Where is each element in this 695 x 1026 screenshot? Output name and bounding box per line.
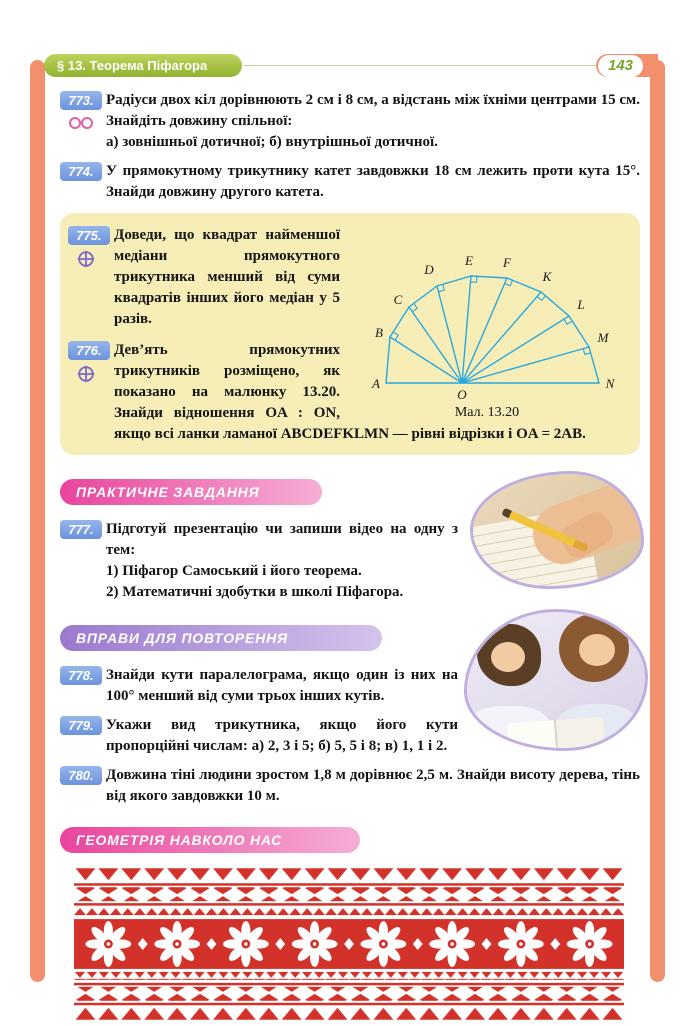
- header-rule: [244, 65, 596, 66]
- page-number: 143: [598, 55, 643, 77]
- section-title: § 13. Теорема Піфагора: [44, 54, 242, 77]
- problem-subitems: а) зовнішньої дотичної; б) внутрішньої дотичної.: [106, 134, 438, 150]
- problem-number-badge: 780.: [60, 766, 102, 785]
- photo-girls-reading: [464, 609, 648, 751]
- figure-label-C: C: [393, 292, 403, 307]
- figure-label-F: F: [503, 255, 511, 270]
- geometry-section: [60, 827, 640, 1026]
- problem-774: [60, 161, 640, 203]
- problem-text: Довжина тіні людини зростом 1,8 м дорівнює 2,5 м. Знайди висоту дерева, тінь від якого завдовжки 10 м.: [106, 767, 640, 804]
- figure-label-B: B: [375, 325, 383, 340]
- problem-text: Укажи вид трикутника, якщо його кути пропорційні числам: а) 2, 3 і 5; б) 5, 5 і 8; в) 1, 1 і 2.: [106, 717, 458, 754]
- problem-number-badge: 778.: [60, 666, 102, 685]
- figure-label-N: N: [605, 376, 615, 391]
- photo-open-book: [507, 717, 605, 751]
- problem-number-badge: 773.: [60, 91, 102, 110]
- problem-778: [60, 665, 458, 707]
- embroidery-ornament: [74, 867, 626, 1026]
- problem-text: Доведи, що квадрат найменшої медіани прямокутного трикутника менший від суми квадратів інших його медіан у 5 разів.: [114, 227, 340, 327]
- challenge-icon: [76, 364, 96, 391]
- problem-number-badge: 776.: [68, 341, 110, 360]
- problem-number-badge: 779.: [60, 716, 102, 735]
- problem-text: Дев’ять прямокутних трикутників розміщено, як показано на малюнку 13.20. Знайди відношення OA : ON, якщо всі ланки ламаної ABCDEFKLMN — рівні відрізки і OA = 2AB.: [114, 342, 586, 442]
- problem-list-item: 1) Піфагор Самоський і його теорема.: [106, 563, 362, 579]
- problem-773: [60, 90, 640, 153]
- page-content: [60, 90, 640, 1026]
- photo-writing-hand: [470, 471, 644, 589]
- figure-label-A: A: [372, 376, 380, 391]
- problem-number-badge: 777.: [60, 520, 102, 539]
- practical-banner: ПРАКТИЧНЕ ЗАВДАННЯ: [60, 479, 322, 505]
- problem-780: [60, 765, 640, 807]
- figure-label-M: M: [597, 330, 609, 345]
- challenge-icon: [76, 249, 96, 276]
- geometry-banner: ГЕОМЕТРІЯ НАВКОЛО НАС: [60, 827, 360, 853]
- problem-text: Підготуй презентацію чи запиши відео на одну з тем:: [106, 521, 458, 558]
- figure-label-D: D: [424, 262, 434, 277]
- problem-number-badge: 774.: [60, 162, 102, 181]
- photo-girl2-face: [579, 634, 615, 666]
- highlight-box: [60, 213, 640, 455]
- problem-list-item: 2) Математичні здобутки в школі Піфагора.: [106, 584, 404, 600]
- problem-779: [60, 715, 458, 757]
- figure-label-E: E: [465, 253, 473, 268]
- figure-caption: Мал. 13.20: [454, 405, 520, 420]
- problem-text: Радіуси двох кіл дорівнюють 2 см і 8 см, а відстань між їхніми центрами 15 см. Знайдіть довжину спільної:: [106, 92, 640, 129]
- problem-text: У прямокутному трикутнику катет завдовжки 18 см лежить проти кута 15°. Знайди довжину другого катета.: [106, 163, 640, 200]
- review-banner: ВПРАВИ ДЛЯ ПОВТОРЕННЯ: [60, 625, 382, 651]
- right-frame-bar: [650, 60, 665, 982]
- problem-776: [68, 340, 626, 445]
- photo-girl1-face: [491, 642, 525, 672]
- problem-number-badge: 775.: [68, 226, 110, 245]
- figure-label-K: K: [542, 269, 552, 284]
- figure-label-L: L: [577, 297, 585, 312]
- figure-label-O: O: [457, 387, 467, 402]
- problem-text: Знайди кути паралелограма, якщо один із них на 100° менший від суми трьох інших кутів.: [106, 667, 458, 704]
- left-frame-bar: [30, 60, 45, 982]
- pair-work-icon: [68, 114, 94, 139]
- problem-775: [68, 225, 626, 330]
- review-section: [60, 625, 640, 807]
- practical-section: [60, 479, 640, 603]
- problem-777: [60, 519, 458, 603]
